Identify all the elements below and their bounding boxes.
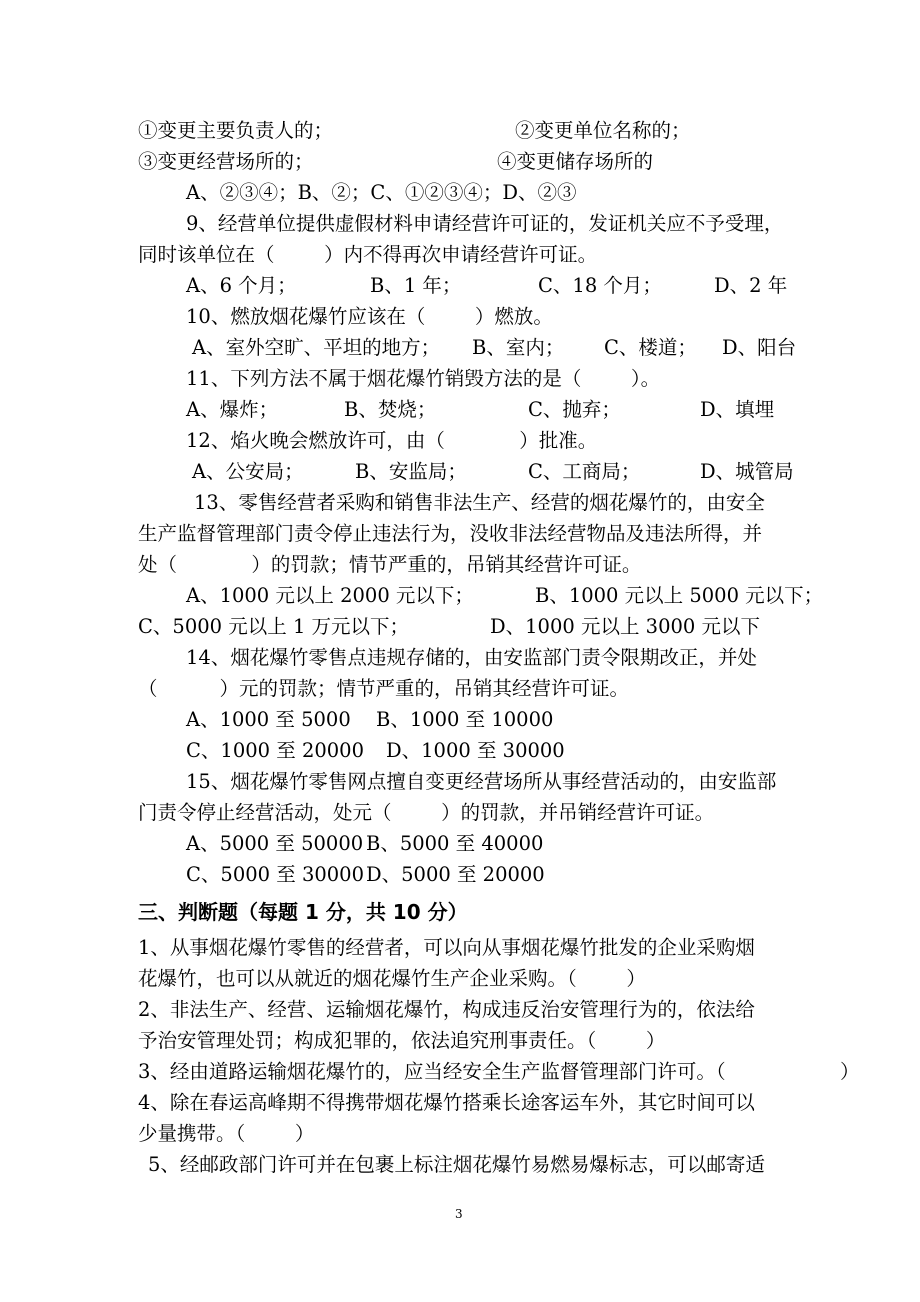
text-line: ④变更储存场所的 <box>497 150 654 173</box>
text-line: ②变更单位名称的； <box>515 119 691 142</box>
text-line: ） <box>840 1060 860 1083</box>
text-line: B、1 年； <box>370 274 462 297</box>
text-line: ①变更主要负责人的； <box>138 119 334 142</box>
text-line: D、5000 至 20000 <box>366 863 545 886</box>
text-line: B、5000 至 40000 <box>366 832 544 855</box>
text-line: C、5000 元以上 1 万元以下； <box>138 615 410 638</box>
text-line: D、城管局 <box>700 460 794 483</box>
text-line: C、5000 至 30000 <box>186 863 364 886</box>
text-line: 12、焰火晚会燃放许可，由（ ）批准。 <box>186 429 598 452</box>
text-line: 10、燃放烟花爆竹应该在（ ）燃放。 <box>186 305 553 328</box>
text-line: 生产监督管理部门责令停止违法行为，没收非法经营物品及违法所得，并 <box>138 522 763 545</box>
text-line: 1、从事烟花爆竹零售的经营者，可以向从事烟花爆竹批发的企业采购烟 <box>138 936 755 959</box>
text-line: 少量携带。（ ） <box>138 1122 315 1145</box>
text-line: A、室外空旷、平坦的地方； <box>192 336 441 359</box>
text-line: 9、经营单位提供虚假材料申请经营许可证的，发证机关应不予受理， <box>186 212 784 235</box>
text-line: 3、经由道路运输烟花爆竹的，应当经安全生产监督管理部门许可。（ <box>138 1060 726 1083</box>
text-line: C、工商局； <box>528 460 641 483</box>
section-heading: 三、判断题（每题 1 分，共 10 分） <box>138 900 468 924</box>
text-line: B、安监局； <box>355 460 467 483</box>
text-line: 15、烟花爆竹零售网点擅自变更经营场所从事经营活动的，由安监部 <box>186 770 777 793</box>
text-line: A、②③④；B、②；C、①②③④；D、②③ <box>186 181 577 204</box>
text-line: A、6 个月； <box>186 274 297 297</box>
text-line: A、5000 至 50000 <box>186 832 364 855</box>
text-line: 11、下列方法不属于烟花爆竹销毁方法的是（ ）。 <box>186 367 661 390</box>
text-line: D、阳台 <box>722 336 797 359</box>
text-line: 予治安管理处罚；构成犯罪的，依法追究刑事责任。（ ） <box>138 1029 666 1052</box>
text-line: ③变更经营场所的； <box>138 150 314 173</box>
text-line: B、1000 元以上 5000 元以下； <box>535 584 824 607</box>
text-line: 13、零售经营者采购和销售非法生产、经营的烟花爆竹的，由安全 <box>194 491 765 514</box>
text-line: D、填埋 <box>700 398 775 421</box>
text-line: 4、除在春运高峰期不得携带烟花爆竹搭乘长途客运车外，其它时间可以 <box>138 1091 755 1114</box>
text-line: 5、经邮政部门许可并在包裹上标注烟花爆竹易燃易爆标志，可以邮寄适 <box>148 1153 765 1176</box>
text-line: A、公安局； <box>192 460 304 483</box>
text-line: 门责令停止经营活动，处元（ ）的罚款，并吊销经营许可证。 <box>138 801 715 824</box>
page-number: 3 <box>455 1207 463 1221</box>
text-line: C、18 个月； <box>538 274 662 297</box>
text-line: A、爆炸； <box>186 398 279 421</box>
text-line: 处（ ）的罚款；情节严重的，吊销其经营许可证。 <box>138 553 642 576</box>
text-line: D、2 年 <box>714 274 788 297</box>
text-line: B、室内； <box>472 336 565 359</box>
text-line: （ ）元的罚款；情节严重的，吊销其经营许可证。 <box>138 677 629 700</box>
text-line: A、1000 至 5000 <box>186 708 351 731</box>
text-line: D、1000 至 30000 <box>386 739 565 762</box>
text-line: C、楼道； <box>604 336 697 359</box>
text-line: 14、烟花爆竹零售点违规存储的，由安监部门责令限期改正，并处 <box>186 646 757 669</box>
text-line: D、1000 元以上 3000 元以下 <box>490 615 760 638</box>
text-line: 2、非法生产、经营、运输烟花爆竹，构成违反治安管理行为的，依法给 <box>138 998 755 1021</box>
text-line: A、1000 元以上 2000 元以下； <box>186 584 474 607</box>
text-line: 同时该单位在（ ）内不得再次申请经营许可证。 <box>138 243 598 266</box>
text-line: B、1000 至 10000 <box>376 708 554 731</box>
text-line: B、焚烧； <box>344 398 437 421</box>
text-line: 花爆竹，也可以从就近的烟花爆竹生产企业采购。（ ） <box>138 967 646 990</box>
text-line: C、1000 至 20000 <box>186 739 364 762</box>
text-line: C、抛弃； <box>528 398 621 421</box>
